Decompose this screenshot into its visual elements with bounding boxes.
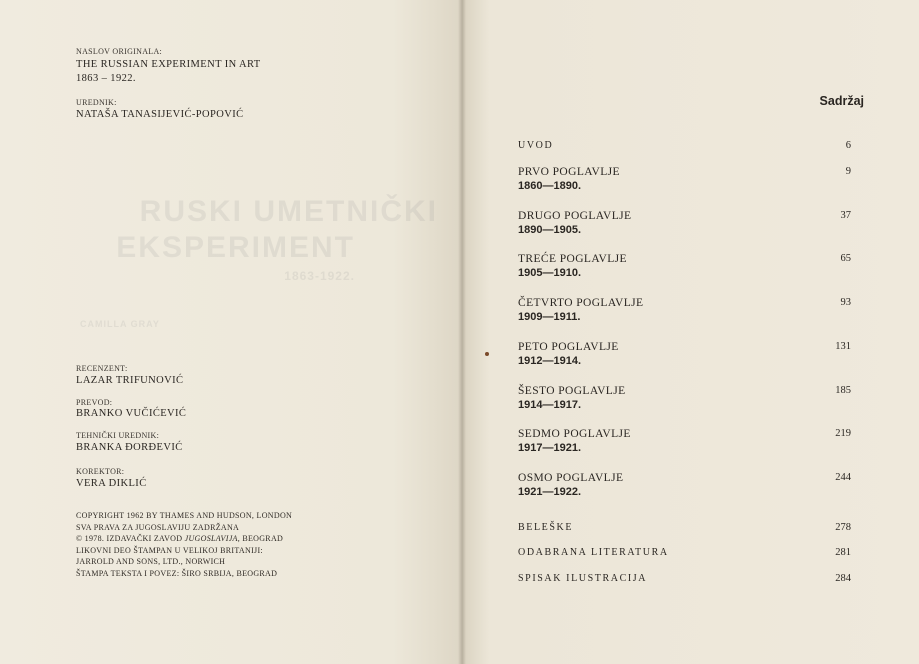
tech-editor-value: BRANKA ĐORĐEVIĆ: [76, 442, 183, 453]
toc-entry-label: ODABRANA LITERATURA: [518, 547, 669, 558]
toc-entry-page: 37: [840, 210, 851, 221]
publisher-name: JUGOSLAVIJA: [184, 534, 238, 543]
copyright-line: SVA PRAVA ZA JUGOSLAVIJU ZADRŽANA: [76, 522, 240, 532]
toc-entry-chapter-5: [518, 341, 851, 367]
translation-label: PREVOD:: [76, 398, 113, 407]
toc-entry-chapter-7: [518, 428, 851, 454]
toc-entry-page: 185: [835, 385, 851, 396]
toc-entry-label: SEDMO POGLAVLJE: [518, 428, 631, 440]
toc-entry-dates: 1921—1922.: [518, 486, 581, 498]
toc-entry-label: PRVO POGLAVLJE: [518, 166, 620, 178]
toc-entry-chapter-4: [518, 297, 851, 323]
toc-entry-label: ČETVRTO POGLAVLJE: [518, 297, 644, 309]
original-title-label: NASLOV ORIGINALA:: [76, 47, 163, 56]
toc-entry-notes: [518, 522, 851, 533]
tech-editor-label: TEHNIČKI UREDNIK:: [76, 431, 160, 440]
toc-entry-chapter-3: [518, 253, 851, 279]
translation-value: BRANKO VUČIĆEVIĆ: [76, 408, 187, 419]
copyright-line-prefix: © 1978. IZDAVAČKI ZAVOD: [76, 534, 185, 543]
toc-entry-page: 6: [845, 140, 851, 151]
toc-entry-dates: 1890—1905.: [518, 224, 581, 236]
toc-entry-label: UVOD: [518, 140, 554, 151]
toc-entry-intro: [518, 140, 851, 151]
original-title-line2: 1863 – 1922.: [76, 73, 136, 84]
editor-label: UREDNIK:: [76, 98, 117, 107]
toc-entry-label: SPISAK ILUSTRACIJA: [518, 573, 648, 584]
toc-entry-label: BELEŠKE: [518, 522, 574, 533]
editor-value: NATAŠA TANASIJEVIĆ-POPOVIĆ: [76, 109, 244, 120]
proofreader-value: VERA DIKLIĆ: [76, 478, 147, 489]
copyright-line: COPYRIGHT 1962 BY THAMES AND HUDSON, LONDON: [76, 511, 293, 520]
toc-entry-literature: [518, 547, 851, 558]
copyright-line: [76, 533, 292, 545]
original-title-line1: THE RUSSIAN EXPERIMENT IN ART: [76, 59, 261, 70]
toc-entry-page: 93: [840, 297, 851, 308]
reviewer-value: LAZAR TRIFUNOVIĆ: [76, 375, 184, 386]
toc-entry-illustrations: [518, 573, 851, 584]
toc-entry-page: 219: [835, 428, 851, 439]
toc-entry-label: DRUGO POGLAVLJE: [518, 210, 632, 222]
show-through-line: 1863-1922.: [284, 269, 355, 283]
ink-spot: [485, 352, 489, 356]
toc-entry-page: 244: [835, 472, 851, 483]
toc-entry-page: 284: [835, 573, 851, 584]
publisher-city: , BEOGRAD: [237, 534, 284, 543]
copyright-line: ŠTAMPA TEKSTA I POVEZ: ŠIRO SRBIJA, BEOGRAD: [76, 568, 278, 578]
toc-entry-dates: 1917—1921.: [518, 442, 581, 454]
toc-entry-page: 9: [845, 166, 851, 177]
toc-entry-page: 65: [840, 253, 851, 264]
toc-title: Sadržaj: [819, 94, 864, 108]
toc-entry-chapter-1: [518, 166, 851, 192]
toc-entry-label: TREĆE POGLAVLJE: [518, 253, 627, 265]
toc-entry-chapter-6: [518, 385, 851, 411]
reviewer-label: RECENZENT:: [76, 364, 128, 373]
toc-entry-dates: 1860—1890.: [518, 180, 581, 192]
show-through-line: EKSPERIMENT: [116, 231, 355, 264]
toc-entry-dates: 1912—1914.: [518, 355, 581, 367]
copyright-line: JARROLD AND SONS, LTD., NORWICH: [76, 557, 226, 566]
toc-entry-dates: 1905—1910.: [518, 267, 581, 279]
toc-entry-dates: 1914—1917.: [518, 399, 581, 411]
show-through-line: CAMILLA GRAY: [80, 319, 160, 329]
toc-entry-dates: 1909—1911.: [518, 311, 581, 323]
toc-entry-chapter-8: [518, 472, 851, 498]
copyright-line: LIKOVNI DEO ŠTAMPAN U VELIKOJ BRITANIJI:: [76, 545, 263, 555]
toc-entry-page: 278: [835, 522, 851, 533]
proofreader-label: KOREKTOR:: [76, 467, 125, 476]
toc-entry-label: PETO POGLAVLJE: [518, 341, 619, 353]
copyright-block: [76, 510, 292, 579]
toc-entry-page: 131: [835, 341, 851, 352]
toc-entry-page: 281: [835, 547, 851, 558]
show-through-line: RUSKI UMETNIČKI: [139, 195, 438, 228]
toc-entry-label: ŠESTO POGLAVLJE: [518, 385, 626, 397]
toc-entry-chapter-2: [518, 210, 851, 236]
toc-entry-label: OSMO POGLAVLJE: [518, 472, 624, 484]
book-gutter: [458, 0, 466, 664]
